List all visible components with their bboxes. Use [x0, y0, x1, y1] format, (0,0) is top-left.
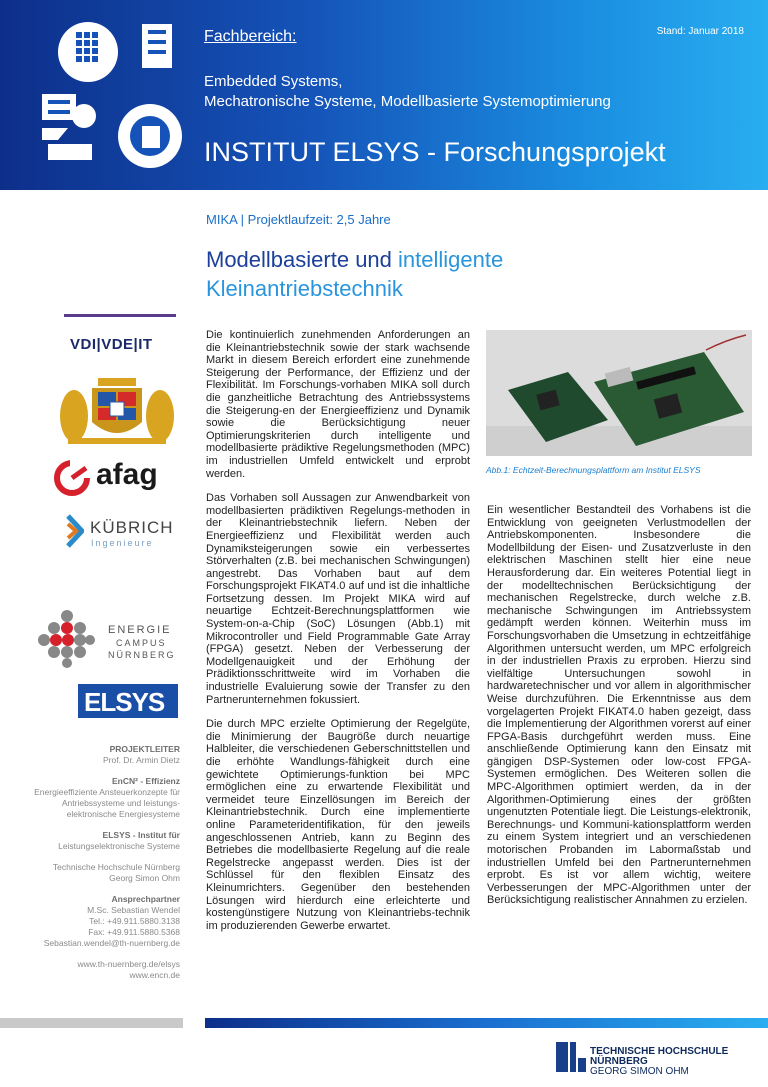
th-line-1: Technische Hochschule Nürnberg	[52, 862, 180, 872]
left-divider	[64, 314, 176, 317]
main-title	[206, 245, 503, 303]
title-part-2: und	[349, 247, 399, 272]
afag-logo	[54, 458, 176, 498]
kuebrich-text: KÜBRICH	[90, 518, 174, 537]
footer-grey-bar	[0, 1018, 183, 1028]
energie-campus-logo	[38, 608, 178, 668]
energie-text-3: NÜRNBERG	[108, 650, 176, 660]
project-line: MIKA | Projektlaufzeit: 2,5 Jahre	[206, 212, 391, 227]
th-nuernberg-logo-icon	[556, 1040, 586, 1074]
project-leader-name: Prof. Dr. Armin Dietz	[103, 755, 180, 765]
footer-blue-bar	[205, 1018, 768, 1028]
elsys-emblem-icon	[40, 16, 190, 176]
vdi-vde-it-logo: VDI|VDE|IT	[70, 336, 153, 353]
document-date: Stand: Januar 2018	[656, 26, 744, 37]
kuebrich-logo	[66, 514, 176, 552]
encn-line-3: elektronische Energiesysteme	[66, 809, 180, 819]
encn-line-1: Energieeffiziente Ansteuerkonzepte für	[34, 787, 180, 797]
paragraph-2: Das Vorhaben soll Aussagen zur Anwendbarkeit von modellbasierten prädiktiven Regelungs-methoden in der Kleinantriebstechnik liefern. Neben der Energieeffizienz und Flexibilität werden auch Dynamiksteigerungen sowie ein verbessertes Störverhalten (z.B. bei mechanischen Schwingungen) angestrebt. Das Vorhaben baut auf dem Forschungsprojekt FIKAT4.0 auf und ist die inhaltliche Fortsetzung dessen. Im Projekt MIKA wird auf neuartige Echtzeit-Berechnungsplattformen wie System-on-a-Chip (SoC) Lösungen (Abb.1) mit Mikrocontroller und Field Programmable Gate Array (FPGA) gesetzt. Neben der Verbesserung der Modellgenauigkeit und der Erhöhung der Prädiktionsschrittweite wird im Vorhaben die industrielle Evaluierung sowie der Transfer zu den Partnerunternehmen fokussiert.	[206, 492, 470, 706]
th-line-2: Georg Simon Ohm	[109, 873, 180, 883]
th-name-line-1: TECHNISCHE HOCHSCHULE NÜRNBERG	[590, 1046, 729, 1067]
contact-email[interactable]: Sebastian.wendel@th-nuernberg.de	[43, 938, 180, 948]
afag-swirl-icon	[54, 460, 90, 496]
body-column-right	[487, 504, 751, 919]
contact-name: M.Sc. Sebastian Wendel	[87, 905, 180, 915]
institute-title: INSTITUT ELSYS - Forschungsprojekt	[204, 137, 666, 167]
project-leader-title: PROJEKTLEITER	[109, 744, 180, 754]
sidebar-info	[0, 744, 180, 981]
department-line-2: Mechatronische Systeme, Modellbasierte Systemoptimierung	[204, 93, 611, 110]
title-line-2: Kleinantriebstechnik	[206, 276, 403, 301]
department-line-1: Embedded Systems,	[204, 73, 343, 90]
paragraph-4: Ein wesentlicher Bestandteil des Vorhabens ist die Entwicklung von geeigneten Verlustmodellen der Antriebskomponenten. Insbesondere die Modellbildung der Eisen- und Zusatzverluste in den elektrischen Maschinen stellt hier eine neue Herausforderung dar. Ein weiteres Potential liegt in der modelltechnischen Berücksichtigung der mechanischen Regelstrecke, durch welche z.B. mechanische Schwingungen im Antriebssystem gedämpft werden können. Weiterhin muss im Forschungsvorhaben die Umsetzung in echtzeitfähige Algorithmen untersucht werden, um MPC erfolgreich in der industriellen Praxis zu erproben. Hierzu sind vielfältige Untersuchungen sowohl in hardwaretechnischer und vor allem in algorithmischer Weise durchzuführen. Die Erkenntnisse aus dem vorgelagerten Projekt FIKAT4.0 haben gezeigt, dass die Implementierung der Algorithmen vorerst auf einer FPGA-Basis durchgeführt werden muss. Eine anschließende Optimierung kann den Einsatz mit gängigen DSP-Systemen oder low-cost FPGA-Systemen ermöglichen. Des Weiteren sollen die MPC-Algorithmen optimiert werden, da in der Algorithmen-Optimierung eines der größten ungenutzten Potentiale liegt. Die Leistungs-elektronik, Berechnungs- und Kommuni-kationsplattform werden zu einem System integriert und an verschiedenen motorischen Probanden im Labormaßstab und industriellen Umfeld bei den Partnerunternehmen erprobt. Es ist vor allem wichtig, weitere Verbesserungen der MPC-Algorithmen unter der Berücksichtigung realistischer Annahmen zu erzielen.	[487, 504, 751, 907]
fpga-board-photo	[486, 330, 752, 456]
department-label: Fachbereich:	[204, 28, 297, 45]
contact-phone: Tel.: +49.911.5880.3138	[89, 916, 180, 926]
paragraph-1: Die kontinuierlich zunehmenden Anforderungen an die Kleinantriebstechnik sowie der stark wachsende Markt in diesem Bereich erfordert eine zunehmende Steigerung der Performance, der Effizienz und der Flexibilität. Im Forschungs-vorhaben MIKA soll durch die ganzheitliche Betrachtung des Antriebssystems die Steigerung-en der Energieeffizienz und Dynamik sowie die Berücksichtigung neuer Optimierungskriterien durch intelligente und modellbasierte prädiktive Regelungsmethoden (MPC) im industriellen Umfeld entwickelt und erprobt werden.	[206, 329, 470, 480]
afag-text: afag	[96, 458, 158, 491]
elsys-logo-text: ELSYS	[84, 687, 165, 717]
elsys-title: ELSYS - Institut für	[102, 830, 180, 840]
paragraph-3: Die durch MPC erzielte Optimierung der Regelgüte, die Minimierung der Baugröße durch neuartige Halbleiter, die verschiedenen Geberschnittstellen und die erhöhte Wandlungs-fähigkeit durch eine gewichtete Optimierungs-funktion bei MPC ermöglichen eine zu erwartende Flexibilität und vermeidet teure Einzellösungen im Bereich der Kleinantriebstechnik. Durch eine implementierte online Parameteridentifikation, für den jeweils angeschlossenen Antrieb, kann zu Beginn des Betriebes die modellbasierte Regelung auf die reale Regelstrecke angepasst werden. Dies ist der Schlüssel für den flexiblen Einsatz des Kleinumrichters. Gegenüber den bestehenden Lösungen wird hierdurch eine erleichterte und kostengünstigere Nutzung von Kleinantriebs-technik im produzierenden Gewerbe erwartet.	[206, 718, 470, 932]
title-part-3: intelligente	[398, 247, 504, 272]
encn-title: EnCN² - Effizienz	[112, 776, 180, 786]
web-link-elsys[interactable]: www.th-nuernberg.de/elsys	[77, 959, 180, 969]
figure-caption: Abb.1: Echtzeit-Berechnungsplattform am Institut ELSYS	[486, 465, 701, 475]
elsys-logo	[78, 684, 178, 718]
energie-dots-icon	[38, 608, 96, 668]
bavarian-coat-of-arms-icon	[58, 372, 176, 446]
body-column-left	[206, 329, 470, 944]
web-link-encn[interactable]: www.encn.de	[129, 970, 180, 980]
elsys-subtitle: Leistungselektronische Systeme	[58, 841, 180, 851]
kuebrich-chevron-icon	[66, 514, 84, 548]
encn-line-2: Antriebssysteme und leistungs-	[61, 798, 180, 808]
contact-fax: Fax: +49.911.5880.5368	[88, 927, 180, 937]
kuebrich-sub: Ingenieure	[91, 538, 154, 548]
th-nuernberg-name	[590, 1047, 768, 1077]
header-banner	[0, 0, 768, 190]
energie-text-1: ENERGIE	[108, 624, 172, 636]
energie-text-2: CAMPUS	[116, 638, 167, 648]
title-part-1: Modellbasierte	[206, 247, 350, 272]
department-text	[204, 72, 611, 112]
contact-title: Ansprechpartner	[111, 894, 180, 904]
th-name-line-2: GEORG SIMON OHM	[590, 1066, 689, 1077]
